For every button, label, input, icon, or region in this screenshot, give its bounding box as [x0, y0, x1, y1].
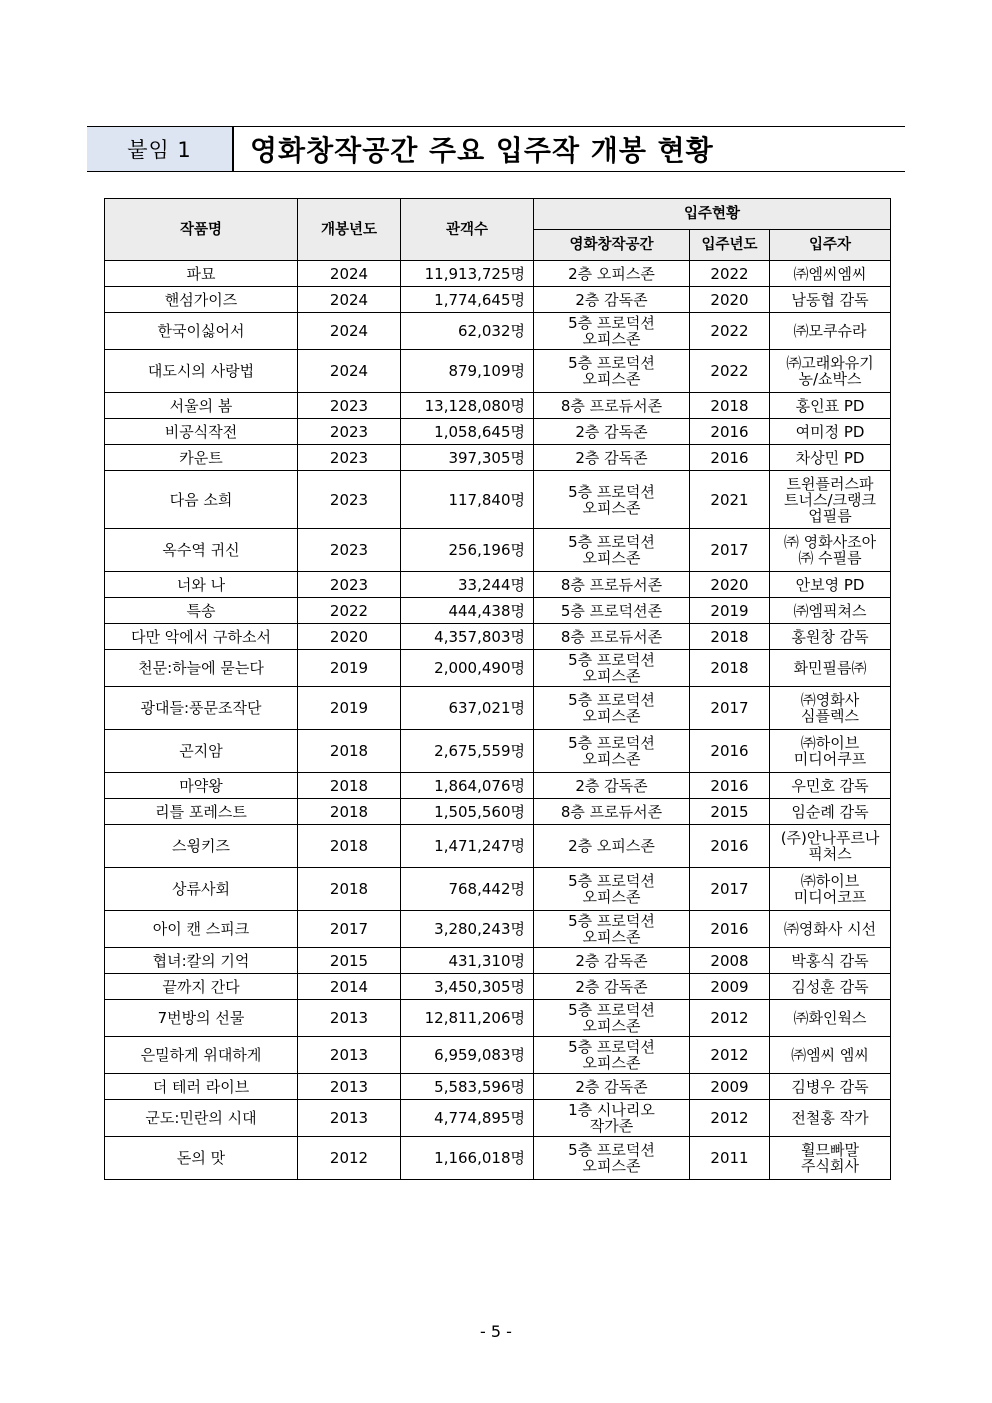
table-row: [105, 529, 891, 572]
table-row: [105, 773, 891, 799]
cell-space: 8층 프로듀서존: [534, 572, 690, 598]
cell-tenant: ㈜고래와유기 농/쇼박스: [770, 350, 891, 393]
cell-year: 2022: [298, 598, 401, 624]
cell-move-year: 2012: [690, 1100, 770, 1137]
cell-tenant: ㈜화인웍스: [770, 1000, 891, 1037]
cell-audience: 1,774,645명: [401, 287, 534, 313]
cell-title: 마약왕: [105, 773, 298, 799]
cell-space: 5층 프로덕션존: [534, 598, 690, 624]
cell-move-year: 2016: [690, 911, 770, 948]
cell-year: 2017: [298, 911, 401, 948]
cell-move-year: 2009: [690, 974, 770, 1000]
cell-move-year: 2018: [690, 624, 770, 650]
table-row: [105, 1000, 891, 1037]
cell-title: 다음 소희: [105, 471, 298, 529]
table-row: [105, 313, 891, 350]
cell-title: 군도:민란의 시대: [105, 1100, 298, 1137]
table-row: [105, 650, 891, 687]
cell-tenant: 홍원창 감독: [770, 624, 891, 650]
cell-year: 2015: [298, 948, 401, 974]
cell-year: 2014: [298, 974, 401, 1000]
cell-title: 협녀:칼의 기억: [105, 948, 298, 974]
cell-move-year: 2020: [690, 287, 770, 313]
cell-year: 2012: [298, 1137, 401, 1180]
cell-title: 곤지암: [105, 730, 298, 773]
cell-move-year: 2012: [690, 1000, 770, 1037]
cell-audience: 2,675,559명: [401, 730, 534, 773]
cell-year: 2023: [298, 393, 401, 419]
cell-tenant: ㈜엠씨엠씨: [770, 261, 891, 287]
cell-space: 5층 프로덕션 오피스존: [534, 911, 690, 948]
cell-tenant: 여미정 PD: [770, 419, 891, 445]
cell-move-year: 2011: [690, 1137, 770, 1180]
cell-year: 2024: [298, 287, 401, 313]
cell-space: 2층 감독존: [534, 287, 690, 313]
cell-year: 2019: [298, 687, 401, 730]
cell-space: 2층 오피스존: [534, 825, 690, 868]
cell-title: 스윙키즈: [105, 825, 298, 868]
cell-space: 5층 프로덕션 오피스존: [534, 471, 690, 529]
cell-title: 비공식작전: [105, 419, 298, 445]
table-row: [105, 572, 891, 598]
cell-year: 2013: [298, 1074, 401, 1100]
cell-move-year: 2009: [690, 1074, 770, 1100]
cell-space: 8층 프로듀서존: [534, 624, 690, 650]
cell-audience: 431,310명: [401, 948, 534, 974]
cell-tenant: 박홍식 감독: [770, 948, 891, 974]
cell-title: 특송: [105, 598, 298, 624]
cell-year: 2023: [298, 572, 401, 598]
cell-move-year: 2012: [690, 1037, 770, 1074]
cell-tenant: 김성훈 감독: [770, 974, 891, 1000]
cell-audience: 444,438명: [401, 598, 534, 624]
cell-tenant: 남동협 감독: [770, 287, 891, 313]
cell-title: 옥수역 귀신: [105, 529, 298, 572]
cell-title: 한국이싫어서: [105, 313, 298, 350]
table-row: [105, 393, 891, 419]
table-row: [105, 445, 891, 471]
cell-move-year: 2022: [690, 313, 770, 350]
cell-tenant: ㈜하이브 미디어쿠프: [770, 730, 891, 773]
table-row: [105, 687, 891, 730]
table-row: [105, 1137, 891, 1180]
header-title: 작품명: [105, 199, 298, 261]
cell-move-year: 2016: [690, 825, 770, 868]
cell-move-year: 2022: [690, 350, 770, 393]
cell-tenant: 안보영 PD: [770, 572, 891, 598]
cell-space: 5층 프로덕션 오피스존: [534, 650, 690, 687]
table-row: [105, 598, 891, 624]
cell-space: 2층 감독존: [534, 974, 690, 1000]
cell-tenant: ㈜엠씨 엠씨: [770, 1037, 891, 1074]
cell-move-year: 2008: [690, 948, 770, 974]
cell-space: 2층 감독존: [534, 445, 690, 471]
cell-audience: 879,109명: [401, 350, 534, 393]
cell-tenant: 전철홍 작가: [770, 1100, 891, 1137]
cell-year: 2013: [298, 1100, 401, 1137]
cell-space: 2층 감독존: [534, 1074, 690, 1100]
table-row: [105, 350, 891, 393]
table-row: [105, 825, 891, 868]
cell-audience: 1,058,645명: [401, 419, 534, 445]
cell-audience: 1,471,247명: [401, 825, 534, 868]
cell-tenant: 김병우 감독: [770, 1074, 891, 1100]
table-row: [105, 911, 891, 948]
table-row: [105, 1074, 891, 1100]
cell-title: 끝까지 간다: [105, 974, 298, 1000]
cell-audience: 12,811,206명: [401, 1000, 534, 1037]
table-row: [105, 419, 891, 445]
table-row: [105, 287, 891, 313]
cell-audience: 4,357,803명: [401, 624, 534, 650]
cell-move-year: 2018: [690, 393, 770, 419]
cell-audience: 397,305명: [401, 445, 534, 471]
cell-title: 돈의 맛: [105, 1137, 298, 1180]
cell-tenant: 홍인표 PD: [770, 393, 891, 419]
cell-move-year: 2021: [690, 471, 770, 529]
cell-space: 5층 프로덕션 오피스존: [534, 313, 690, 350]
cell-title: 핸섬가이즈: [105, 287, 298, 313]
cell-space: 2층 감독존: [534, 773, 690, 799]
cell-title: 파묘: [105, 261, 298, 287]
cell-audience: 1,864,076명: [401, 773, 534, 799]
cell-move-year: 2019: [690, 598, 770, 624]
cell-move-year: 2016: [690, 445, 770, 471]
cell-move-year: 2017: [690, 868, 770, 911]
cell-year: 2018: [298, 825, 401, 868]
header-tenant: 입주자: [770, 230, 891, 261]
cell-title: 다만 악에서 구하소서: [105, 624, 298, 650]
cell-year: 2013: [298, 1037, 401, 1074]
cell-move-year: 2016: [690, 773, 770, 799]
cell-year: 2013: [298, 1000, 401, 1037]
cell-year: 2018: [298, 730, 401, 773]
cell-year: 2024: [298, 350, 401, 393]
cell-tenant: ㈜모쿠슈라: [770, 313, 891, 350]
cell-space: 5층 프로덕션 오피스존: [534, 529, 690, 572]
cell-space: 8층 프로듀서존: [534, 393, 690, 419]
cell-tenant: 임순례 감독: [770, 799, 891, 825]
header-space: 영화창작공간: [534, 230, 690, 261]
cell-move-year: 2016: [690, 419, 770, 445]
cell-tenant: 화민필름㈜: [770, 650, 891, 687]
cell-tenant: ㈜영화사 시선: [770, 911, 891, 948]
cell-audience: 5,583,596명: [401, 1074, 534, 1100]
cell-space: 5층 프로덕션 오피스존: [534, 1000, 690, 1037]
cell-title: 은밀하게 위대하게: [105, 1037, 298, 1074]
cell-year: 2023: [298, 445, 401, 471]
cell-audience: 637,021명: [401, 687, 534, 730]
cell-audience: 1,166,018명: [401, 1137, 534, 1180]
cell-space: 5층 프로덕션 오피스존: [534, 350, 690, 393]
cell-audience: 2,000,490명: [401, 650, 534, 687]
cell-audience: 3,280,243명: [401, 911, 534, 948]
cell-title: 대도시의 사랑법: [105, 350, 298, 393]
cell-year: 2023: [298, 471, 401, 529]
cell-year: 2018: [298, 799, 401, 825]
cell-year: 2024: [298, 313, 401, 350]
cell-space: 5층 프로덕션 오피스존: [534, 1037, 690, 1074]
table-row: [105, 261, 891, 287]
cell-tenant: ㈜하이브 미디어코프: [770, 868, 891, 911]
table-row: [105, 1037, 891, 1074]
cell-title: 너와 나: [105, 572, 298, 598]
cell-space: 5층 프로덕션 오피스존: [534, 1137, 690, 1180]
header-year: 개봉년도: [298, 199, 401, 261]
cell-audience: 768,442명: [401, 868, 534, 911]
cell-audience: 4,774,895명: [401, 1100, 534, 1137]
attachment-label: 붙임 1: [87, 127, 234, 171]
cell-tenant: 휠므빠말 주식회사: [770, 1137, 891, 1180]
table-row: [105, 799, 891, 825]
page-number: - 5 -: [480, 1322, 512, 1341]
cell-title: 광대들:풍문조작단: [105, 687, 298, 730]
table-row: [105, 471, 891, 529]
cell-space: 2층 감독존: [534, 948, 690, 974]
cell-audience: 6,959,083명: [401, 1037, 534, 1074]
cell-move-year: 2017: [690, 687, 770, 730]
cell-move-year: 2020: [690, 572, 770, 598]
cell-space: 5층 프로덕션 오피스존: [534, 687, 690, 730]
cell-move-year: 2018: [690, 650, 770, 687]
cell-tenant: ㈜엠픽쳐스: [770, 598, 891, 624]
cell-title: 7번방의 선물: [105, 1000, 298, 1037]
cell-audience: 256,196명: [401, 529, 534, 572]
cell-space: 5층 프로덕션 오피스존: [534, 730, 690, 773]
table-body: [105, 261, 891, 1180]
table-row: [105, 624, 891, 650]
cell-title: 천문:하늘에 묻는다: [105, 650, 298, 687]
page-header: [87, 126, 905, 172]
cell-space: 2층 오피스존: [534, 261, 690, 287]
table-row: [105, 974, 891, 1000]
table-row: [105, 1100, 891, 1137]
cell-move-year: 2017: [690, 529, 770, 572]
cell-audience: 1,505,560명: [401, 799, 534, 825]
cell-space: 2층 감독존: [534, 419, 690, 445]
cell-space: 1층 시나리오 작가존: [534, 1100, 690, 1137]
header-audience: 관객수: [401, 199, 534, 261]
cell-tenant: ㈜ 영화사조아 ㈜ 수필름: [770, 529, 891, 572]
cell-move-year: 2015: [690, 799, 770, 825]
cell-audience: 33,244명: [401, 572, 534, 598]
cell-space: 8층 프로듀서존: [534, 799, 690, 825]
page-title: 영화창작공간 주요 입주작 개봉 현황: [250, 134, 714, 167]
cell-year: 2023: [298, 419, 401, 445]
cell-title: 카운트: [105, 445, 298, 471]
cell-audience: 11,913,725명: [401, 261, 534, 287]
cell-tenant: (주)안나푸르나 픽처스: [770, 825, 891, 868]
header-residency: 입주현황: [534, 199, 891, 230]
cell-title: 리틀 포레스트: [105, 799, 298, 825]
cell-tenant: 차상민 PD: [770, 445, 891, 471]
cell-title: 상류사회: [105, 868, 298, 911]
table-row: [105, 868, 891, 911]
table-row: [105, 948, 891, 974]
cell-year: 2019: [298, 650, 401, 687]
header-move-year: 입주년도: [690, 230, 770, 261]
release-table: [104, 198, 891, 1180]
cell-title: 더 테러 라이브: [105, 1074, 298, 1100]
cell-year: 2018: [298, 868, 401, 911]
cell-space: 5층 프로덕션 오피스존: [534, 868, 690, 911]
cell-title: 서울의 봄: [105, 393, 298, 419]
cell-year: 2018: [298, 773, 401, 799]
cell-tenant: ㈜영화사 심플렉스: [770, 687, 891, 730]
cell-tenant: 우민호 감독: [770, 773, 891, 799]
cell-title: 아이 캔 스피크: [105, 911, 298, 948]
cell-year: 2024: [298, 261, 401, 287]
cell-audience: 117,840명: [401, 471, 534, 529]
cell-year: 2023: [298, 529, 401, 572]
cell-year: 2020: [298, 624, 401, 650]
table-row: [105, 730, 891, 773]
cell-audience: 62,032명: [401, 313, 534, 350]
cell-audience: 3,450,305명: [401, 974, 534, 1000]
cell-tenant: 트윈플러스파 트너스/크랭크 업필름: [770, 471, 891, 529]
cell-audience: 13,128,080명: [401, 393, 534, 419]
cell-move-year: 2016: [690, 730, 770, 773]
cell-move-year: 2022: [690, 261, 770, 287]
